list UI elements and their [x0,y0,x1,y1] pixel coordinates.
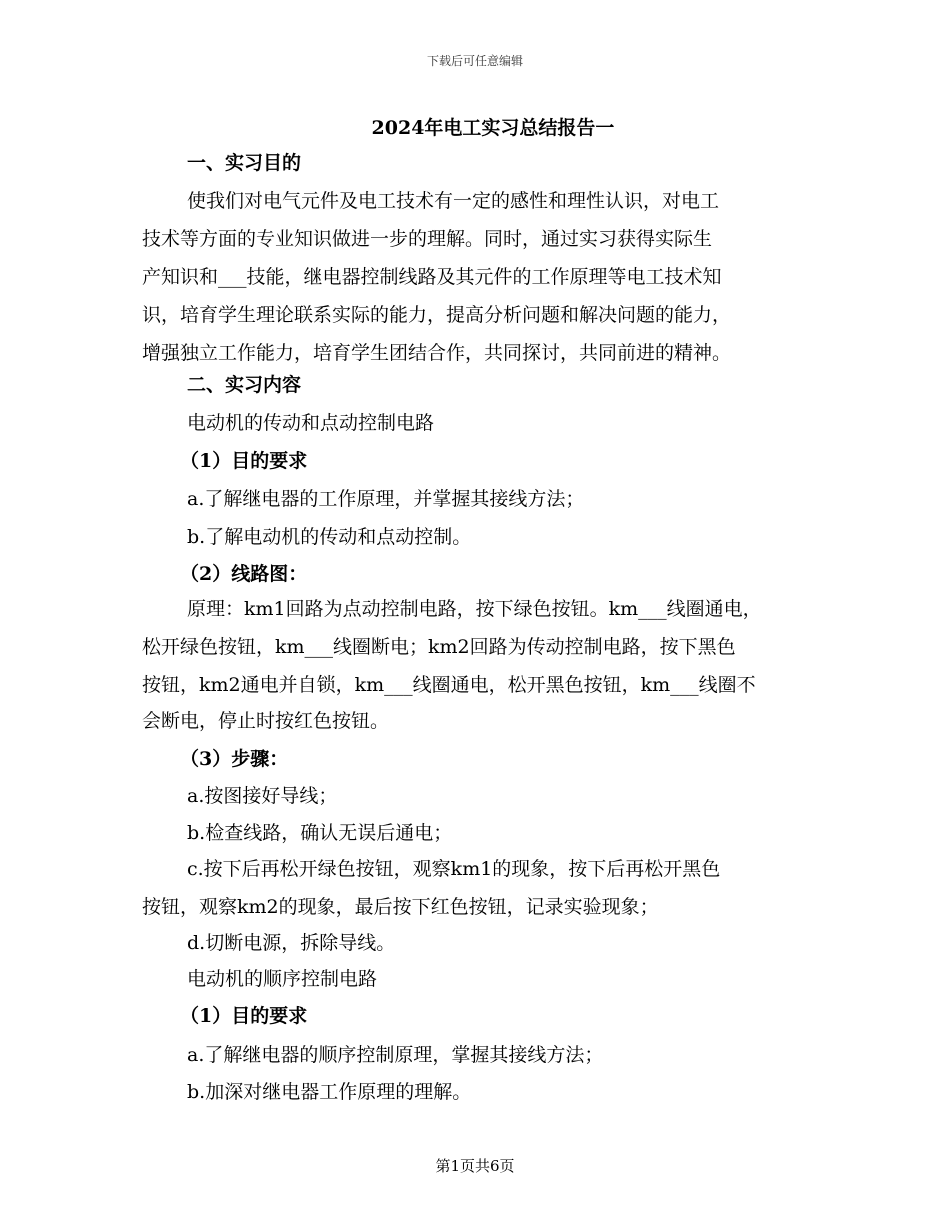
paragraph-line: 会断电，停止时按红色按钮。 [142,710,390,732]
paragraph-line: 松开绿色按钮，km___线圈断电；km2回路为传动控制电路，按下黑色 [142,636,736,658]
list-item: b.加深对继电器工作原理的理解。 [187,1081,472,1103]
paragraph-line: 增强独立工作能力，培育学生团结合作，共同探讨，共同前进的精神。 [142,342,732,364]
section-heading-purpose: 一、实习目的 [187,152,302,174]
document-title: 2024年电工实习总结报告一 [371,117,615,139]
list-item: d.切断电源，拆除导线。 [187,932,396,954]
item-heading: （1）目的要求 [180,1005,308,1027]
list-item: a.了解继电器的顺序控制原理，掌握其接线方法； [187,1044,604,1066]
paragraph-line: 识，培育学生理论联系实际的能力，提高分析问题和解决问题的能力， [142,304,732,326]
subsection-title: 电动机的传动和点动控制电路 [187,412,435,434]
list-item-continuation: 按钮，观察km2的现象，最后按下红色按钮，记录实验现象； [142,896,659,918]
list-item: c.按下后再松开绿色按钮，观察km1的现象，按下后再松开黑色 [187,858,721,880]
list-item: b.了解电动机的传动和点动控制。 [187,526,472,548]
item-heading: （2）线路图： [180,563,308,585]
section-heading-content: 二、实习内容 [187,374,302,396]
paragraph-line: 技术等方面的专业知识做进一步的理解。同时，通过实习获得实际生 [142,228,713,250]
subsection-title: 电动机的顺序控制电路 [187,968,378,990]
list-item: a.按图接好导线； [187,785,338,807]
item-heading: （1）目的要求 [180,450,308,472]
header-note: 下载后可任意编辑 [426,54,523,68]
paragraph-line: 产知识和___技能，继电器控制线路及其元件的工作原理等电工技术知 [142,266,722,288]
paragraph-line: 原理：km1回路为点动控制电路，按下绿色按钮。km___线圈通电， [187,598,762,620]
list-item: b.检查线路，确认无误后通电； [187,822,453,844]
item-heading: （3）步骤： [180,748,289,770]
paragraph-line: 按钮，km2通电并自锁，km___线圈通电，松开黑色按钮，km___线圈不 [142,674,756,696]
paragraph-line: 使我们对电气元件及电工技术有一定的感性和理性认识，对电工 [187,190,720,212]
list-item: a.了解继电器的工作原理，并掌握其接线方法； [187,488,585,510]
page-footer: 第1页共6页 [435,1157,515,1175]
